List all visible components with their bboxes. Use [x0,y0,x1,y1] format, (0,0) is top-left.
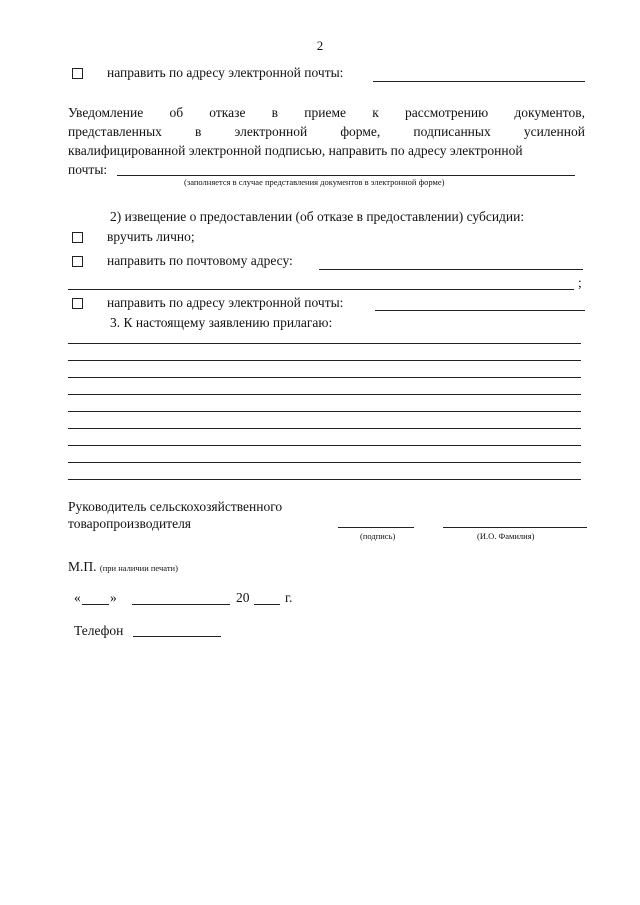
stamp-hint: (при наличии печати) [99,563,178,573]
post-checkbox[interactable] [72,256,83,267]
notice-line-4-label: почты: [68,162,108,177]
notice-word: усиленной [523,124,585,139]
date-open-quote: « [74,590,81,605]
page-number: 2 [316,38,324,53]
date-year-suffix: г. [285,590,293,605]
notice-word: в [271,105,279,120]
stamp-label: М.П. [68,559,97,574]
name-field[interactable] [443,527,587,528]
personal-option-label: вручить лично; [107,229,195,244]
post-address-field-2[interactable] [68,289,574,290]
section2-heading: 2) извещение о предоставлении (об отказе в предоставлении) субсидии: [110,209,525,224]
phone-label: Телефон [74,623,124,638]
notice-word: форме, [340,124,381,139]
stamp-placeholder [68,559,178,575]
date-month-field[interactable] [132,604,230,605]
notice-word: электронной [234,124,308,139]
email-checkbox-1[interactable] [72,68,83,79]
attachment-line[interactable] [68,343,581,344]
email-field-2[interactable] [375,310,585,311]
email-option-label-1: направить по адресу электронной почты: [107,65,344,80]
notice-word: в [195,124,202,139]
notice-word: к [372,105,379,120]
signer-title-line-2: товаропроизводителя [68,516,192,531]
notice-word: документов, [514,105,585,120]
attachment-line[interactable] [68,411,581,412]
notice-line-3: квалифицированной электронной подписью, направить по адресу электронной [68,143,523,158]
date-year-field[interactable] [254,604,280,605]
post-address-field-1[interactable] [319,269,583,270]
name-hint: (И.О. Фамилия) [477,531,535,541]
attachment-line[interactable] [68,360,581,361]
attachment-line[interactable] [68,479,581,480]
attachment-line[interactable] [68,428,581,429]
notice-word: об [169,105,184,120]
notice-word: подписанных [413,124,491,139]
date-year-prefix: 20 [236,590,250,605]
attachment-line[interactable] [68,394,581,395]
signature-hint: (подпись) [360,531,396,541]
signature-field[interactable] [338,527,414,528]
notice-word: отказе [209,105,246,120]
phone-field[interactable] [133,636,221,637]
post-address-end: ; [578,275,582,290]
notice-word: приеме [304,105,346,120]
email-option-label-2: направить по адресу электронной почты: [107,295,344,310]
attachment-line[interactable] [68,377,581,378]
notice-word: представленных [68,124,162,139]
post-option-label: направить по почтовому адресу: [107,253,293,268]
email-checkbox-2[interactable] [72,298,83,309]
date-day-field[interactable] [82,604,109,605]
notice-line-1 [68,105,585,121]
email-field-1[interactable] [373,81,585,82]
attachment-line[interactable] [68,445,581,446]
notice-line-2 [68,124,585,140]
notice-email-field[interactable] [117,175,575,176]
notice-hint: (заполняется в случае представления документов в электронной форме) [184,177,445,187]
personal-checkbox[interactable] [72,232,83,243]
notice-word: рассмотрению [405,105,489,120]
signer-title-line-1: Руководитель сельскохозяйственного [68,499,283,514]
notice-word: Уведомление [68,105,144,120]
section3-heading: 3. К настоящему заявлению прилагаю: [110,315,333,330]
date-close-quote: » [110,590,117,605]
attachment-line[interactable] [68,462,581,463]
